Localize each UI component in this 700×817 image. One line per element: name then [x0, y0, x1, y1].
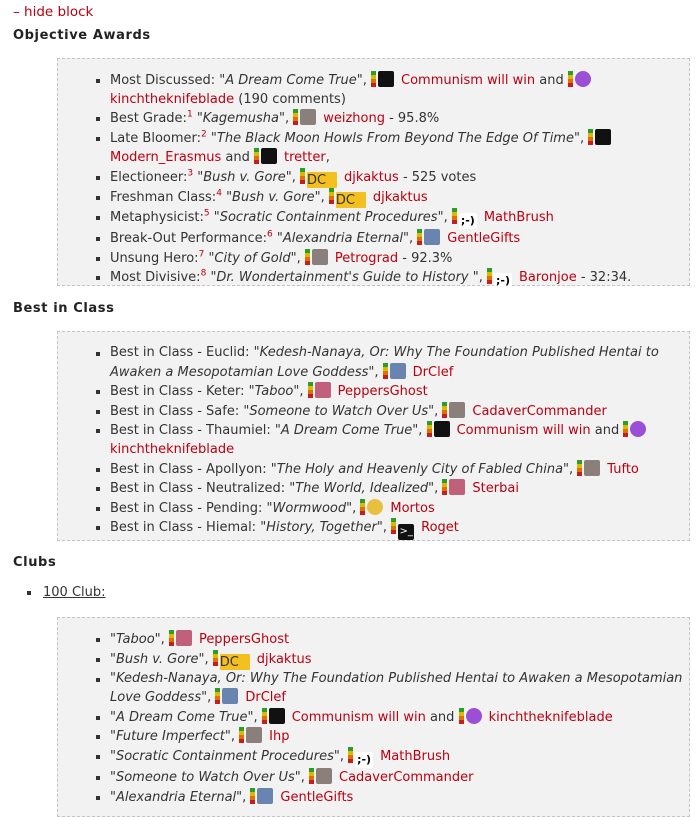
- award-label: Late Bloomer:: [110, 130, 202, 146]
- article-title: "Bush v. Gore": [197, 169, 292, 185]
- avatar-icon: [367, 499, 383, 515]
- footnote-ref[interactable]: 3: [187, 168, 194, 179]
- award-label: Electioneer:: [110, 169, 188, 185]
- avatar-icon: [257, 788, 273, 804]
- article-title: "Socratic Containment Procedures": [213, 209, 444, 225]
- article-title: "Dr. Wondertainment's Guide to History ": [210, 270, 479, 286]
- award-detail: - 32:34.: [576, 270, 632, 286]
- article-title: "A Dream Come True": [219, 73, 363, 88]
- author-link[interactable]: kinchtheknifeblade: [110, 91, 235, 107]
- avatar-icon: [630, 421, 646, 437]
- rating-bar-icon: [417, 229, 422, 245]
- club-item: "Bush v. Gore", DC djkaktus: [110, 650, 689, 670]
- avatar-icon: [434, 421, 450, 437]
- article-title: "Socratic Containment Procedures": [110, 748, 340, 764]
- award-item: Late Bloomer:$^2$ "The Black Moon Howls From Beyond The Edge Of Time", Modern_Erasmus and tretter,: [110, 129, 689, 168]
- author-link[interactable]: kinchtheknifeblade: [110, 441, 235, 457]
- rating-bar-icon: [213, 650, 218, 666]
- award-label: Most Divisive:: [110, 270, 201, 286]
- author-link[interactable]: DrClef: [412, 364, 454, 380]
- award-item: Freshman Class:$^4$ "Bush v. Gore", DC djkaktus: [110, 188, 689, 208]
- avatar-icon: [575, 71, 591, 87]
- club-item: "Someone to Watch Over Us", CadaverCommander: [110, 768, 689, 788]
- avatar-icon: [390, 363, 406, 379]
- award-item: Break-Out Performance:$^6$ "Alexandria Eternal", GentleGifts: [110, 229, 689, 249]
- club-100-label[interactable]: 100 Club:: [43, 585, 106, 600]
- author-link[interactable]: Communism will win: [291, 709, 426, 725]
- award-label: Best in Class - Apollyon:: [110, 461, 271, 477]
- objective-awards-heading: Objective Awards: [13, 28, 151, 43]
- avatar-icon: [222, 688, 238, 704]
- club-item: "Alexandria Eternal", GentleGifts: [110, 788, 689, 808]
- author-link[interactable]: Sterbai: [472, 481, 519, 497]
- footnote-ref[interactable]: 4: [216, 188, 222, 199]
- author-link[interactable]: kinchtheknifeblade: [488, 709, 613, 725]
- author-link[interactable]: Communism will win: [456, 423, 591, 439]
- rating-bar-icon: [300, 168, 305, 184]
- club-item: "Future Imperfect", Ihp: [110, 727, 689, 747]
- footnote-ref[interactable]: 8: [200, 268, 207, 279]
- article-title: "Wormwood": [266, 500, 353, 516]
- award-detail: ,: [325, 150, 330, 166]
- avatar-icon: [261, 148, 277, 164]
- article-title: "History, Together": [260, 520, 383, 536]
- avatar-icon: ;-): [496, 274, 510, 288]
- club-item: "A Dream Come True", Communism will win and kinchtheknifeblade: [110, 708, 689, 728]
- author-link[interactable]: Roget: [421, 520, 459, 536]
- avatar-icon: DC: [220, 654, 250, 670]
- award-item: Best in Class - Neutralized: "The World, Idealized", Sterbai: [110, 479, 689, 499]
- avatar-icon: [269, 708, 285, 724]
- article-title: "The World, Idealized": [289, 481, 435, 497]
- avatar-icon: [300, 109, 316, 125]
- avatar-icon: [176, 630, 192, 646]
- club-100-box: [57, 617, 690, 817]
- award-label: Best in Class - Safe:: [110, 403, 244, 419]
- award-item: Best in Class - Apollyon: "The Holy and Heavenly City of Fabled China", Tufto: [110, 460, 689, 480]
- award-item: Unsung Hero:$^7$ "City of Gold", Petrograd - 92.3%: [110, 249, 689, 269]
- article-title: "Bush v. Gore": [110, 651, 205, 667]
- rating-bar-icon: [588, 129, 593, 145]
- award-label: Best in Class - Keter:: [110, 384, 249, 400]
- article-title: "Alexandria Eternal": [276, 230, 409, 246]
- avatar-icon: [316, 768, 332, 784]
- article-title: "Future Imperfect": [110, 729, 231, 745]
- award-label: Best Grade:: [110, 111, 187, 127]
- article-title: "Kedesh-Nanaya, Or: Why The Foundation Published Hentai to Awaken a Mesopotamian Love Goddess": [110, 670, 683, 706]
- award-label: Best in Class - Euclid:: [110, 345, 254, 360]
- rating-bar-icon: [391, 518, 396, 534]
- author-link[interactable]: Mortos: [390, 500, 435, 516]
- objective-awards-box: [57, 58, 690, 286]
- best-in-class-list: [58, 344, 689, 540]
- rating-bar-icon: [329, 188, 334, 204]
- rating-bar-icon: [427, 421, 432, 437]
- award-detail: - 525 votes: [398, 169, 477, 185]
- author-link[interactable]: Modern_Erasmus: [110, 150, 222, 166]
- rating-bar-icon: [577, 460, 582, 476]
- footnote-ref[interactable]: 5: [203, 208, 210, 219]
- club-100-item[interactable]: [27, 585, 106, 600]
- author-link[interactable]: CadaverCommander: [472, 403, 607, 419]
- award-label: Break-Out Performance:: [110, 230, 267, 246]
- rating-bar-icon: [459, 708, 464, 724]
- club-100-entries: [58, 630, 689, 807]
- author-link[interactable]: GentleGifts: [447, 230, 521, 246]
- award-item: Best in Class - Keter: "Taboo", PeppersGhost: [110, 382, 689, 402]
- rating-bar-icon: [169, 630, 174, 646]
- rating-bar-icon: [442, 402, 447, 418]
- footnote-ref[interactable]: 1: [186, 109, 193, 120]
- award-label: Best in Class - Thaumiel:: [110, 423, 275, 439]
- author-link[interactable]: MathBrush: [483, 209, 554, 225]
- rating-bar-icon: [215, 688, 220, 704]
- award-label: Metaphysicist:: [110, 209, 204, 225]
- article-title: "Kagemusha": [196, 111, 285, 127]
- rating-bar-icon: [383, 363, 388, 379]
- rating-bar-icon: [262, 708, 267, 724]
- article-title: "Someone to Watch Over Us": [243, 403, 435, 419]
- avatar-icon: DC: [307, 172, 337, 188]
- rating-bar-icon: [452, 208, 457, 224]
- avatar-icon: [315, 382, 331, 398]
- rating-bar-icon: [309, 768, 314, 784]
- article-title: "Bush v. Gore": [226, 189, 321, 205]
- rating-bar-icon: [239, 727, 244, 743]
- article-title: "Alexandria Eternal": [110, 789, 243, 805]
- best-in-class-heading: Best in Class: [13, 301, 115, 316]
- author-link[interactable]: djkaktus: [372, 189, 428, 205]
- author-link[interactable]: Baronjoe: [519, 270, 577, 286]
- award-label: Most Discussed:: [110, 73, 216, 88]
- avatar-icon: [378, 71, 394, 87]
- author-link[interactable]: Petrograd: [334, 250, 399, 266]
- avatar-icon: [584, 460, 600, 476]
- club-item: "Kedesh-Nanaya, Or: Why The Foundation Published Hentai to Awaken a Mesopotamian Love Goddess", DrClef: [110, 670, 689, 708]
- avatar-icon: [449, 479, 465, 495]
- author-link[interactable]: Communism will win: [401, 73, 536, 88]
- avatar-icon: [595, 129, 611, 145]
- award-detail: (190 comments): [234, 91, 346, 107]
- club-item: "Socratic Containment Procedures", ;-) MathBrush: [110, 747, 689, 768]
- award-item: Best in Class - Pending: "Wormwood", Mortos: [110, 499, 689, 519]
- award-label: Best in Class - Hiemal:: [110, 520, 261, 536]
- award-label: Best in Class - Pending:: [110, 500, 267, 516]
- article-title: "Kedesh-Nanaya, Or: Why The Foundation Published Hentai to Awaken a Mesopotamian Love Goddess": [110, 345, 659, 380]
- avatar-icon: ;-): [460, 213, 475, 227]
- avatar-icon: [449, 402, 465, 418]
- award-item: Metaphysicist:$^5$ "Socratic Containment Procedures", ;-) MathBrush: [110, 208, 689, 229]
- article-title: "The Holy and Heavenly City of Fabled China": [270, 461, 570, 477]
- avatar-icon: [424, 229, 440, 245]
- rating-bar-icon: [254, 148, 259, 164]
- footnote-ref[interactable]: 2: [201, 129, 207, 140]
- rating-bar-icon: [308, 382, 313, 398]
- article-title: "Someone to Watch Over Us": [110, 769, 301, 785]
- award-label: Unsung Hero:: [110, 250, 199, 266]
- author-link[interactable]: tretter: [283, 150, 326, 166]
- author-link[interactable]: CadaverCommander: [339, 769, 474, 785]
- avatar-icon: DC: [336, 192, 366, 208]
- author-link[interactable]: weizhong: [323, 111, 385, 127]
- author-link[interactable]: djkaktus: [344, 169, 399, 185]
- author-link[interactable]: GentleGifts: [280, 789, 354, 805]
- avatar-icon: [312, 249, 328, 265]
- best-in-class-box: [57, 331, 690, 541]
- clubs-list: [27, 585, 106, 600]
- award-item: Best in Class - Euclid: "Kedesh-Nanaya, Or: Why The Foundation Published Hentai to Awaken a Mesopotamian Love Goddess", DrClef: [110, 344, 689, 382]
- award-item: Best in Class - Hiemal: "History, Together", >_ Roget: [110, 518, 689, 540]
- rating-bar-icon: [305, 249, 310, 265]
- article-title: "A Dream Come True": [274, 423, 419, 439]
- author-link[interactable]: DrClef: [245, 690, 286, 706]
- footnote-ref[interactable]: 6: [266, 229, 273, 240]
- author-link[interactable]: Ihp: [269, 729, 290, 745]
- article-title: "A Dream Come True": [110, 709, 254, 725]
- author-link[interactable]: PeppersGhost: [337, 384, 428, 400]
- award-item: Best Grade:$^1$ "Kagemusha", weizhong - 95.8%: [110, 109, 689, 129]
- footnote-ref[interactable]: 7: [198, 249, 205, 260]
- rating-bar-icon: [371, 71, 376, 87]
- award-detail: - 95.8%: [384, 111, 440, 127]
- rating-bar-icon: [250, 788, 255, 804]
- clubs-heading: Clubs: [13, 555, 57, 570]
- club-item: "Taboo", PeppersGhost: [110, 630, 689, 650]
- award-detail: - 92.3%: [398, 250, 453, 266]
- hide-block-toggle[interactable]: – hide block: [13, 4, 94, 20]
- avatar-icon: [246, 727, 262, 743]
- rating-bar-icon: [348, 747, 353, 763]
- award-label: Freshman Class:: [110, 189, 217, 205]
- author-link[interactable]: MathBrush: [380, 748, 451, 764]
- rating-bar-icon: [293, 109, 298, 125]
- article-title: "City of Gold": [208, 250, 297, 266]
- rating-bar-icon: [623, 421, 628, 437]
- avatar-icon: [466, 708, 482, 724]
- rating-bar-icon: [568, 71, 573, 87]
- author-link[interactable]: Tufto: [607, 461, 639, 477]
- article-title: "Taboo": [110, 632, 161, 647]
- author-link[interactable]: PeppersGhost: [198, 632, 290, 647]
- article-title: "The Black Moon Howls From Beyond The Edge Of Time": [210, 130, 580, 146]
- award-item: Electioneer:$^3$ "Bush v. Gore", DC djkaktus - 525 votes: [110, 168, 689, 188]
- award-item: Best in Class - Safe: "Someone to Watch Over Us", CadaverCommander: [110, 402, 689, 422]
- award-label: Best in Class - Neutralized:: [110, 481, 290, 497]
- objective-awards-list: [58, 71, 689, 289]
- author-link[interactable]: djkaktus: [256, 651, 312, 667]
- avatar-icon: >_: [398, 524, 414, 540]
- rating-bar-icon: [360, 499, 365, 515]
- article-title: "Taboo": [248, 384, 300, 400]
- rating-bar-icon: [442, 479, 447, 495]
- award-item: Best in Class - Thaumiel: "A Dream Come True", Communism will win and kinchtheknifeblade: [110, 421, 689, 459]
- award-item: Most Discussed: "A Dream Come True", Communism will win and kinchtheknifeblade (190 comments): [110, 71, 689, 109]
- avatar-icon: ;-): [357, 752, 372, 766]
- rating-bar-icon: [487, 268, 492, 284]
- award-item: Most Divisive:$^8$ "Dr. Wondertainment's Guide to History ", ;-) Baronjoe - 32:34.: [110, 268, 689, 289]
